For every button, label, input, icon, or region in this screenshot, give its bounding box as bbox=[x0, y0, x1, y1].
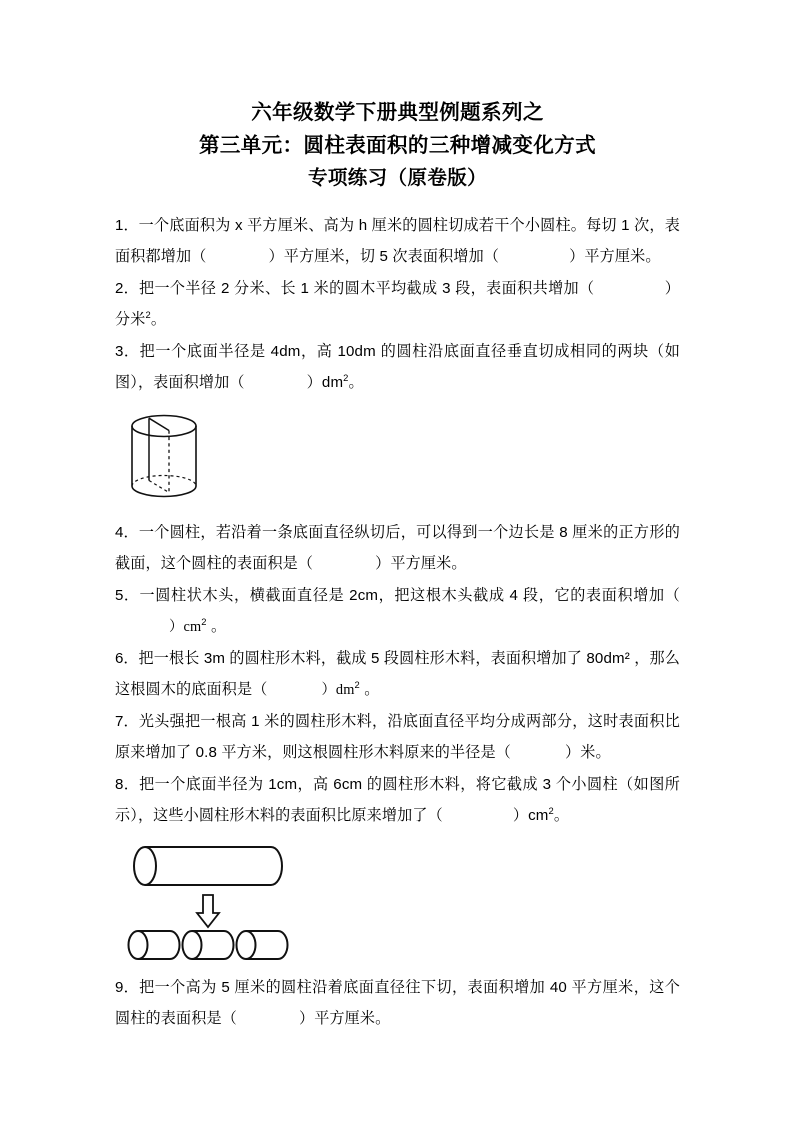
question-text-b: ）dm bbox=[321, 681, 355, 698]
question-3 bbox=[115, 337, 680, 398]
question-text-a: 把一个半径 2 分米、长 1 米的圆木平均截成 3 段，表面积共增加（ bbox=[138, 280, 595, 297]
question-text-b: ）平方厘米。 bbox=[375, 554, 467, 572]
question-text-a: 一个底面积为 x 平方厘米、高为 h 厘米的圆柱切成若干个小圆柱。每切 1 次，表面积都增加（ bbox=[115, 217, 680, 265]
question-9 bbox=[115, 973, 680, 1034]
question-number: 2． bbox=[115, 280, 139, 297]
question-text-a: 光头强把一根高 1 米的圆柱形木料，沿底面直径平均分成两部分，这时表面积比原来增加了 0.8 平方米，则这根圆柱形木料原来的半径是（ bbox=[115, 713, 680, 761]
question-number: 1． bbox=[115, 217, 139, 234]
question-text-a: 把一根长 3m 的圆柱形木料，截成 5 段圆柱形木料，表面积增加了 80dm² ，那么这根圆木的底面积是（ bbox=[115, 650, 680, 698]
question-number: 9． bbox=[115, 979, 140, 996]
question-text-tail: 。 bbox=[150, 310, 167, 328]
question-text-a: 一个圆柱，若沿着一条底面直径纵切后，可以得到一个边长是 8 厘米的正方形的截面，这个圆柱的表面积是（ bbox=[115, 524, 680, 572]
question-text-a: 把一个底面半径是 4dm，高 10dm 的圆柱沿底面直径垂直切成相同的两块（如图），表面积增加（ bbox=[115, 343, 680, 391]
question-number: 8． bbox=[115, 776, 140, 793]
question-text-b: ）dm bbox=[306, 373, 344, 391]
question-text-b: ）平方厘米，切 5 次表面积增加（ bbox=[268, 247, 500, 265]
question-text-a: 一圆柱状木头，横截面直径是 2cm，把这根木头截成 4 段，它的表面积增加（ bbox=[139, 587, 680, 604]
question-5 bbox=[115, 581, 680, 642]
title-line-1: 六年级数学下册典型例题系列之 bbox=[251, 101, 544, 124]
question-text-b: ）cm bbox=[169, 618, 202, 635]
vertical-cut-cylinder-icon bbox=[121, 404, 221, 508]
question-text-tail: 。 bbox=[348, 373, 364, 391]
superscript-unit: 2 bbox=[354, 679, 360, 690]
question-text-tail: 。 bbox=[553, 806, 570, 824]
arrow-down-icon bbox=[197, 895, 219, 927]
question-number: 4． bbox=[115, 524, 139, 541]
question-text-b: ）cm bbox=[512, 806, 549, 824]
figure-vertical-cut-cylinder bbox=[115, 404, 680, 508]
question-text-tail: 。 bbox=[206, 617, 227, 635]
question-text-a: 把一个底面半径为 1cm，高 6cm 的圆柱形木料，将它截成 3 个小圆柱（如图所示），这些小圆柱形木料的表面积比原来增加了（ bbox=[115, 776, 680, 824]
question-text-b: ）米。 bbox=[564, 743, 611, 761]
log-cut-into-three-icon bbox=[123, 837, 313, 963]
superscript-unit: 2 bbox=[548, 805, 554, 816]
question-text-a: 把一个高为 5 厘米的圆柱沿着底面直径往下切，表面积增加 40 平方厘米，这个圆柱的表面积是（ bbox=[115, 979, 680, 1027]
question-number: 7． bbox=[115, 713, 139, 730]
question-7 bbox=[115, 707, 680, 768]
question-number: 6． bbox=[115, 650, 139, 667]
question-1 bbox=[115, 211, 680, 272]
superscript-unit: 2 bbox=[201, 616, 207, 627]
question-text-b: ）分米 bbox=[115, 280, 680, 328]
question-6 bbox=[115, 644, 680, 705]
title-line-2: 第三单元：圆柱表面积的三种增减变化方式 bbox=[198, 134, 597, 157]
question-2 bbox=[115, 274, 680, 335]
question-4 bbox=[115, 518, 680, 579]
question-number: 5． bbox=[115, 587, 140, 604]
question-8 bbox=[115, 770, 680, 831]
question-text-tail: 。 bbox=[359, 680, 380, 698]
superscript-unit: 2 bbox=[343, 372, 349, 383]
page-title bbox=[115, 96, 680, 195]
question-number: 3． bbox=[115, 343, 140, 360]
question-text-b: ）平方厘米。 bbox=[298, 1009, 391, 1027]
figure-log-cut-into-three bbox=[115, 837, 680, 963]
question-text-c: ）平方厘米。 bbox=[569, 247, 661, 265]
title-line-3: 专项练习（原卷版） bbox=[307, 167, 488, 189]
superscript-unit: 2 bbox=[145, 309, 151, 320]
